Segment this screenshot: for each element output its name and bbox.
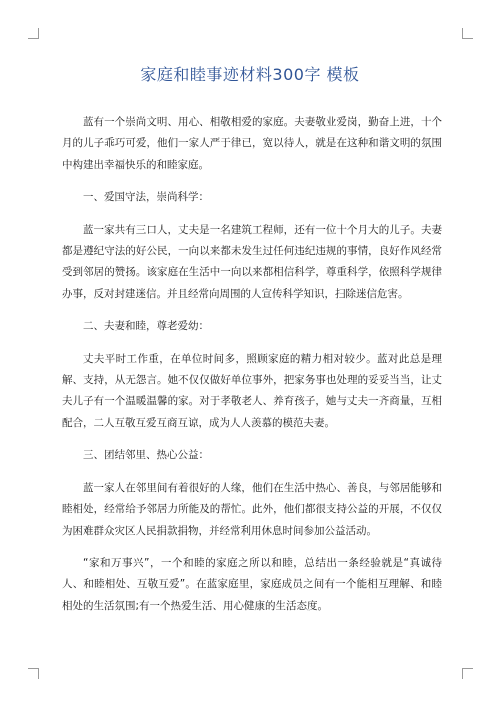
crop-mark-bottom-left	[28, 668, 39, 679]
document-title: 家庭和睦事迹材料300字 模板	[140, 65, 360, 84]
section-3-paragraph-1: 蓝一家人在邻里间有着很好的人缘，他们在生活中热心、善良，与邻居能够和睦相处，经常给予邻居力所能及的帮忙。此外，他们都很支持公益的开展，不仅仅为困难群众灾区人民捐款捐物，并经常利用休息时间参加公益活动。	[62, 481, 442, 537]
intro-paragraph: 蓝有一个崇尚文明、用心、相敬相爱的家庭。夫妻敬业爱岗，勤奋上进，十个月的儿子乖巧可爱，他们一家人严于律已，宽以待人，就是在这种和谐文明的氛围中构建出幸福快乐的和睦家庭。	[62, 116, 442, 171]
section-3-paragraph-2: “家和万事兴”，一个和睦的家庭之所以和睦，总结出一条经验就是“真诚待人、和睦相处、互敬互爱”。在蓝家庭里，家庭成员之间有一个能相互理解、和睦相处的生活氛围;有一个热爱生活、用心健康的生活态度。	[62, 556, 442, 612]
section-heading-1: 一、爱国守法，崇尚科学：	[83, 191, 209, 204]
section-heading-2: 二、夫妻和睦，尊老爱幼：	[83, 320, 209, 333]
section-heading-3: 三、团结邻里、热心公益：	[83, 449, 209, 462]
crop-mark-bottom-right	[462, 668, 473, 679]
crop-mark-top-left	[28, 28, 39, 39]
crop-mark-top-right	[462, 28, 473, 39]
section-1-paragraph-1: 蓝一家共有三口人，丈夫是一名建筑工程师，还有一位十个月大的儿子。夫妻都是遵纪守法的好公民，一向以来都未发生过任何违纪违规的事情，良好作风经常受到邻居的赞扬。该家庭在生活中一向以来都相信科学，尊重科学，依照科学规律办事，反对封建迷信。并且经常向周围的人宣传科学知识，扫除迷信危害。	[62, 223, 442, 300]
section-2-paragraph-1: 丈夫平时工作重，在单位时间多，照顾家庭的精力相对较少。蓝对此总是理解、支持，从无怨言。她不仅仅做好单位事外，把家务事也处理的妥妥当当，让丈夫儿子有一个温暖温馨的家。对于孝敬老人、养育孩子，她与丈夫一齐商量，互相配合，二人互敬互爱互商互谅，成为人人羡慕的模范夫妻。	[62, 352, 442, 429]
document-body	[62, 112, 442, 628]
